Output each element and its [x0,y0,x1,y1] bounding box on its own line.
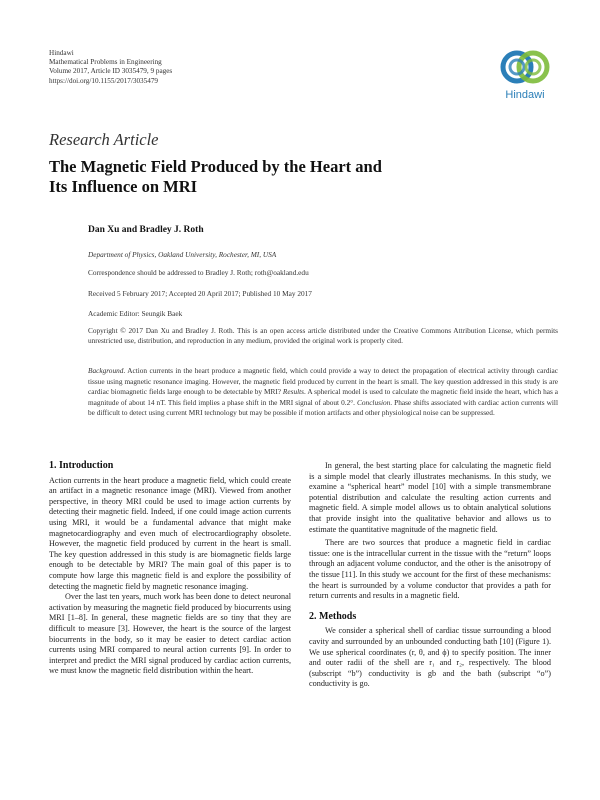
abstract [88,366,558,419]
introduction-heading: 1. Introduction [49,460,114,471]
abstract-results-label: Results [282,387,305,396]
journal-header [49,49,172,86]
left-column [49,461,291,677]
correspondence: Correspondence should be addressed to Bradley J. Roth; roth@oakland.edu [88,268,309,277]
abstract-results-text: . A spherical model is used to calculate the magnetic field inside the heart, which has a magnitude of about 14 nT. This field implies a phase shift in the MRI signal of about 0.2°. [88,387,558,407]
body-paragraph: We consider a spherical shell of cardiac tissue surrounding a blood cavity and surrounded by an unbounded conducting bath [10] (Figure 1). We use spherical coordinates (r, θ, and ϕ) to specify position. The inner and outer radii of the shell are r₁ and r₂, respectively. The blood (subscript “b”) conductivity is gb and the bath (subscript “o”) conductivity is go. [309,626,551,689]
abstract-conclusion-text: . Phase shifts associated with cardiac action currents will be difficult to detect using current MRI technology but may be possible if motion artifacts and other physiological noise can be suppressed. [88,397,558,417]
title-line: Its Influence on MRI [49,177,198,196]
paper-title [49,157,469,197]
hindawi-logo-icon [494,45,556,89]
academic-editor: Academic Editor: Seungik Baek [88,309,183,318]
logo-text: Hindawi [505,89,545,101]
affiliation: Department of Physics, Oakland University, Rochester, MI, USA [88,250,277,259]
journal-name: Mathematical Problems in Engineering [49,58,162,67]
body-paragraph: There are two sources that produce a magnetic field in cardiac tissue: one is the intracellular current in the tissue with the “return” loops through an adjacent volume conductor, and the other is the anisotropy of the tissue [11]. In this study we account for the first of these mechanisms: the heart is surrounded by a volume conductor that provides a path for return currents and results in a magnetic field. [309,538,551,601]
doi-link[interactable]: https://doi.org/10.1155/2017/3035479 [49,76,159,85]
article-type: Research Article [49,130,159,149]
abstract-background-label: Background [88,366,124,375]
authors: Dan Xu and Bradley J. Roth [88,225,204,235]
abstract-background-text: . Action currents in the heart produce a magnetic field, which could provide a way to detect the propagation of electrical activity through cardiac tissue using magnetic resonance imaging. However, the magnetic field produced by current in the heart is small. The key question addressed in this study is are cardiac biomagnetic fields large enough to be detectable by MRI? [88,366,558,396]
abstract-conclusion-label: Conclusion [357,397,391,407]
hindawi-logo [494,45,556,109]
right-column [309,461,551,690]
publisher-name: Hindawi [49,49,74,57]
body-paragraph: Over the last ten years, much work has been done to detect neuronal activation by measuring the magnetic field produced by biocurrents using MRI [1–8]. In general, these magnetic fields are so tiny that they are difficult to measure [3]. However, the heart is the source of the largest biocurrents in the body, so it may be easier to detect cardiac action currents using MRI compared to neural action currents [9]. In order to interpret and predict the MRI signal produced by cardiac action currents, we must know the magnetic field distribution within the heart. [49,592,291,676]
volume-info: Volume 2017, Article ID 3035479, 9 pages [49,67,173,76]
publication-dates: Received 5 February 2017; Accepted 20 April 2017; Published 10 May 2017 [88,289,312,298]
methods-heading: 2. Methods [309,610,357,622]
title-line: The Magnetic Field Produced by the Heart and [49,157,382,176]
copyright-notice: Copyright © 2017 Dan Xu and Bradley J. Roth. This is an open access article distributed under the Creative Commons Attribution License, which permits unrestricted use, distribution, and reproduction in any medium, provided the original work is properly cited. [88,326,558,345]
body-paragraph: In general, the best starting place for calculating the magnetic field is a simple model that clearly illustrates mechanisms. In this study, we examine a “spherical heart” model [10] with a simple transmembrane potential distribution and calculate the resulting action currents and magnetic field. A simple model allows us to obtain analytical solutions that provide insight into the qualitative behavior and allows us to estimate the quantitative magnitude of the magnetic field. [309,461,551,534]
body-paragraph: Action currents in the heart produce a magnetic field, which could create an artifact in a magnetic resonance image (MRI). Viewed from another perspective, in theory MRI could be used to image action currents by detecting their magnetic field. Indeed, if one could image action currents using MRI, it would be a fundamental advance that might make magnetocardiography and even much of electrocardiography obsolete. However, the magnetic field produced by current in the heart is small. The key question addressed in this study is are biomagnetic fields large enough to be detectable by MRI? The main goal of this paper is to compute how large this magnetic field is and explore the possibility of detecting the magnetic field by magnetic resonance imaging. [49,475,291,591]
